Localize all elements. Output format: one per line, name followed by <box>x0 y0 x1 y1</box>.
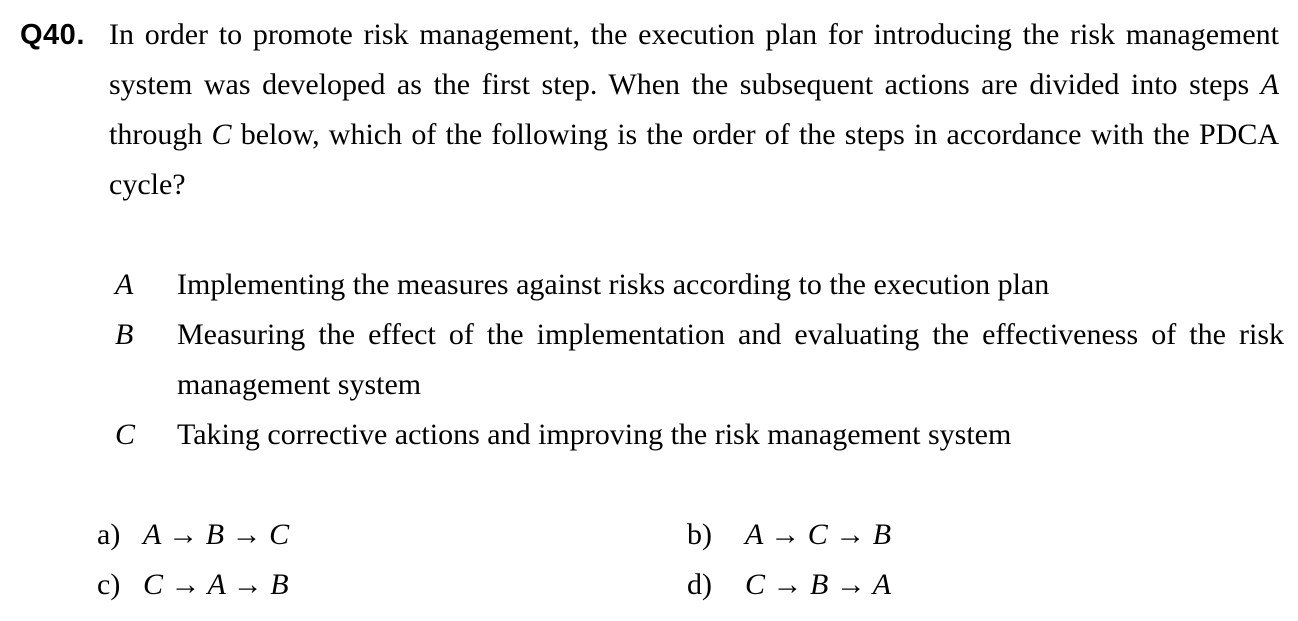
step-text: Implementing the measures against risks according to the execution plan <box>177 268 1050 301</box>
step-list <box>109 260 1284 460</box>
option-label: b) <box>687 518 712 551</box>
answer-option-d[interactable] <box>687 560 891 610</box>
step-item-a <box>109 260 1284 310</box>
answer-option-c[interactable] <box>97 560 289 610</box>
option-sequence: A → C → B <box>745 518 892 551</box>
question-stem <box>109 10 1279 210</box>
answer-option-a[interactable] <box>97 510 289 560</box>
step-key: B <box>115 318 134 351</box>
stem-text-2: through <box>109 118 212 151</box>
option-sequence: A → B → C <box>143 518 290 551</box>
answer-option-b[interactable] <box>687 510 891 560</box>
option-label: d) <box>687 568 712 601</box>
stem-step-var-a: A <box>1260 68 1279 101</box>
step-text: Measuring the effect of the implementation and evaluating the effectiveness of the risk management system <box>177 318 1284 401</box>
step-key: C <box>115 418 136 451</box>
step-text: Taking corrective actions and improving the risk management system <box>177 418 1012 451</box>
option-sequence: C → A → B <box>143 568 289 601</box>
step-item-b <box>109 310 1284 410</box>
stem-text-1: In order to promote risk management, the execution plan for introducing the risk management system was developed as the first step. When the subsequent actions are divided into steps <box>109 18 1279 101</box>
question-number: Q40. <box>20 19 85 51</box>
option-sequence: C → B → A <box>745 568 892 601</box>
option-label: c) <box>97 568 121 601</box>
step-key: A <box>115 268 134 301</box>
stem-step-var-c: C <box>211 118 232 151</box>
option-label: a) <box>97 518 121 551</box>
stem-text-3: below, which of the following is the order of the steps in accordance with the PDCA cycle? <box>109 118 1280 201</box>
step-item-c <box>109 410 1284 460</box>
